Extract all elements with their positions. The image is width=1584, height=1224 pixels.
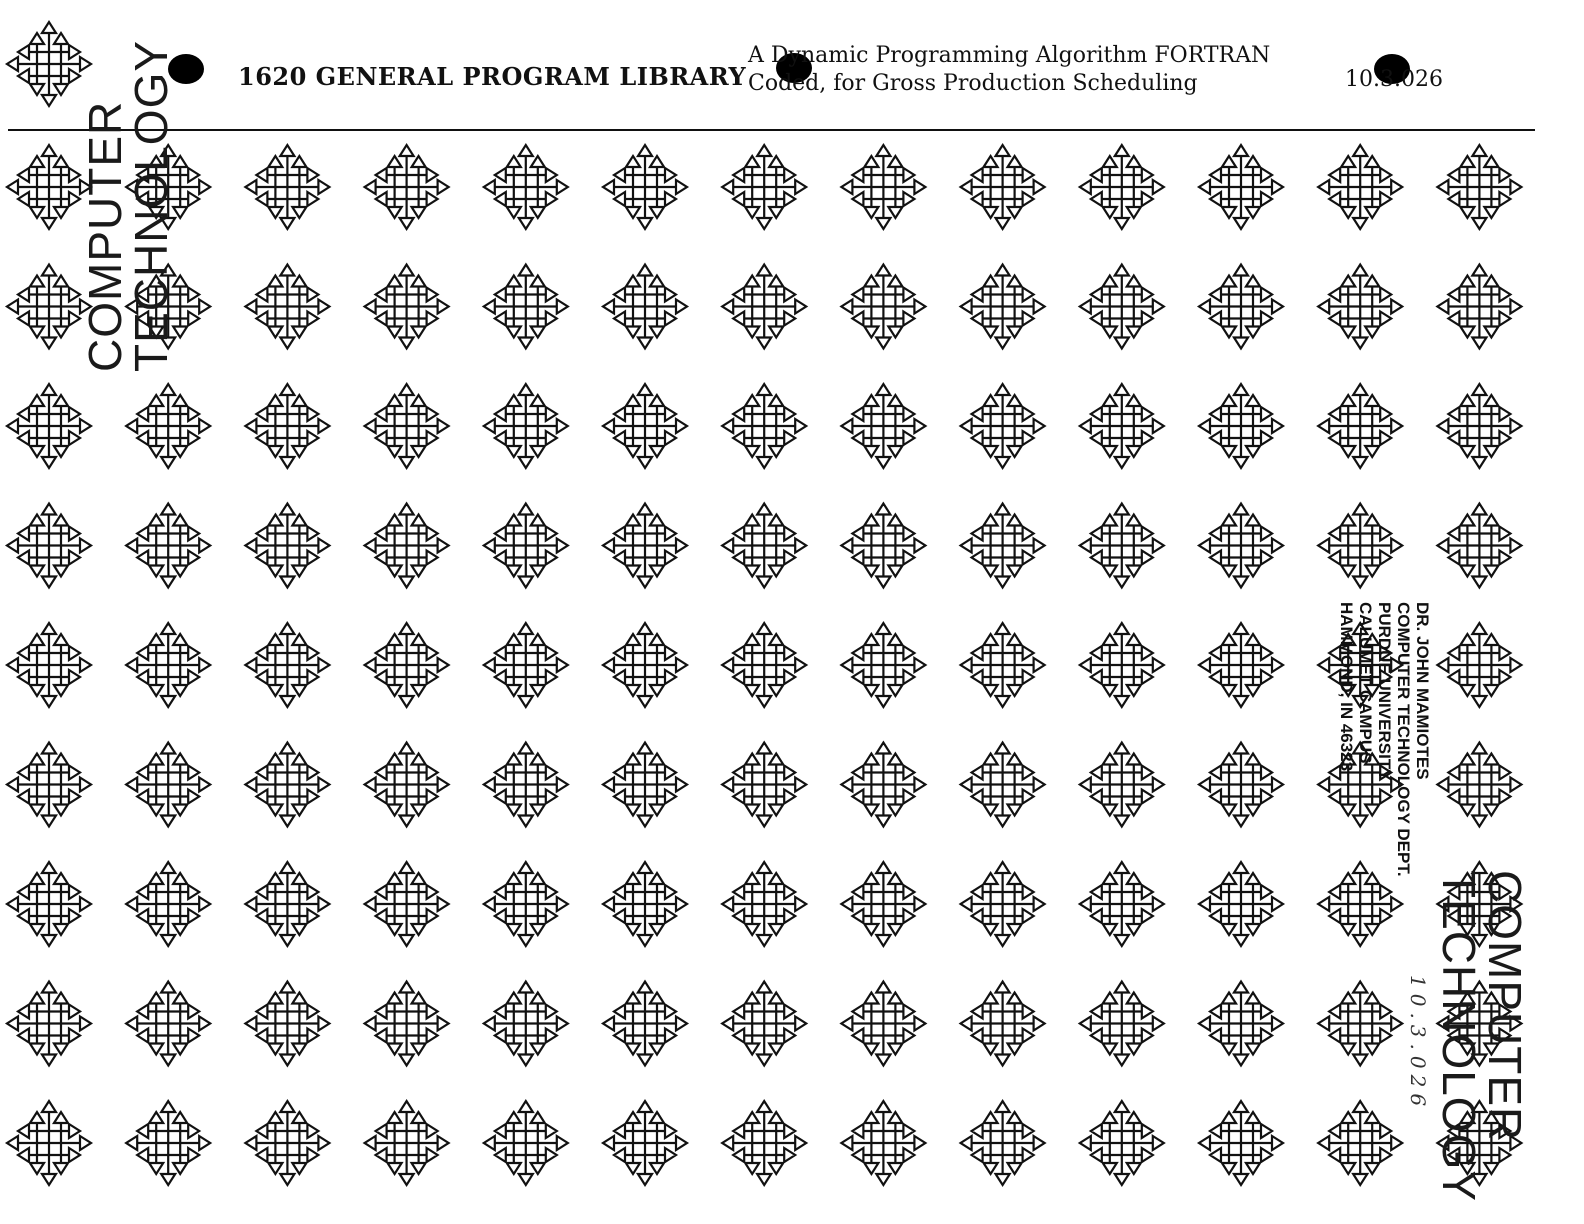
arrow-motif-icon xyxy=(1318,504,1402,588)
arrow-motif-icon xyxy=(1199,982,1283,1066)
arrow-motif-icon xyxy=(1199,1101,1283,1185)
arrow-motif-icon xyxy=(245,862,329,946)
arrow-motif-icon xyxy=(365,265,449,349)
arrow-motif-icon xyxy=(961,504,1045,588)
arrow-motif-icon xyxy=(1080,384,1164,468)
address-line: CALUMET CAMPUS xyxy=(1356,602,1375,764)
arrow-motif-icon xyxy=(484,384,568,468)
arrow-motif-icon xyxy=(484,265,568,349)
arrow-motif-icon xyxy=(1199,504,1283,588)
arrow-motif-icon xyxy=(1080,862,1164,946)
arrow-motif-icon xyxy=(1199,265,1283,349)
arrow-motif-icon xyxy=(961,743,1045,827)
arrow-motif-icon xyxy=(841,504,925,588)
arrow-motif-icon xyxy=(722,384,806,468)
address-line: HAMMOND, IN 46323 xyxy=(1337,602,1356,772)
arrow-motif-icon xyxy=(484,504,568,588)
arrow-motif-icon xyxy=(484,623,568,707)
arrow-motif-icon xyxy=(722,504,806,588)
arrow-motif-icon xyxy=(365,1101,449,1185)
arrow-motif-icon xyxy=(245,145,329,229)
arrow-motif-icon xyxy=(365,743,449,827)
arrow-motif-icon xyxy=(961,145,1045,229)
arrow-motif-icon xyxy=(245,623,329,707)
handwritten-program-number: 10.3.026 xyxy=(1406,975,1430,1113)
program-title-line2: Coded, for Gross Production Scheduling xyxy=(748,71,1198,96)
arrow-motif-icon xyxy=(841,623,925,707)
arrow-motif-icon xyxy=(126,1101,210,1185)
stamp-line: TECHNOLOGY xyxy=(1433,870,1485,1203)
arrow-motif-icon xyxy=(722,1101,806,1185)
arrow-motif-icon xyxy=(1318,265,1402,349)
arrow-motif-icon xyxy=(365,623,449,707)
arrow-motif-icon xyxy=(1199,743,1283,827)
arrow-motif-icon xyxy=(1318,1101,1402,1185)
header-rule xyxy=(8,129,1535,131)
computer-technology-stamp-right xyxy=(1433,870,1531,1203)
arrow-motif-icon xyxy=(841,1101,925,1185)
arrow-motif-icon xyxy=(961,623,1045,707)
arrow-motif-icon xyxy=(1080,623,1164,707)
arrow-motif-icon xyxy=(126,504,210,588)
arrow-motif-icon xyxy=(365,145,449,229)
arrow-motif-icon xyxy=(245,982,329,1066)
arrow-motif-icon xyxy=(1080,743,1164,827)
arrow-motif-icon xyxy=(1080,982,1164,1066)
arrow-motif-icon xyxy=(1199,862,1283,946)
arrow-motif-icon xyxy=(1199,384,1283,468)
program-title xyxy=(748,42,1328,98)
arrow-motif-icon xyxy=(1318,384,1402,468)
arrow-motif-icon xyxy=(245,504,329,588)
arrow-motif-icon xyxy=(365,862,449,946)
arrow-motif-icon xyxy=(603,265,687,349)
stamp-line: COMPUTER xyxy=(79,100,131,372)
arrow-motif-icon xyxy=(603,862,687,946)
arrow-motif-icon xyxy=(961,1101,1045,1185)
arrow-motif-icon xyxy=(841,384,925,468)
arrow-motif-icon xyxy=(484,982,568,1066)
arrow-motif-icon xyxy=(841,862,925,946)
arrow-motif-icon xyxy=(961,862,1045,946)
arrow-motif-icon xyxy=(1437,145,1521,229)
arrow-motif-icon xyxy=(484,1101,568,1185)
arrow-motif-icon xyxy=(1437,265,1521,349)
address-line: DR. JOHN MAMIOTES xyxy=(1413,602,1432,780)
arrow-motif-icon xyxy=(365,384,449,468)
arrow-motif-icon xyxy=(7,623,91,707)
arrow-motif-icon xyxy=(7,743,91,827)
arrow-motif-icon xyxy=(126,384,210,468)
arrow-motif-icon xyxy=(245,743,329,827)
computer-technology-stamp-left xyxy=(79,39,177,372)
arrow-motif-icon xyxy=(603,504,687,588)
arrow-motif-icon xyxy=(1437,623,1521,707)
arrow-motif-icon xyxy=(7,504,91,588)
arrow-motif-icon xyxy=(1437,743,1521,827)
arrow-motif-icon xyxy=(603,1101,687,1185)
arrow-motif-icon xyxy=(245,384,329,468)
arrow-motif-icon xyxy=(484,862,568,946)
arrow-motif-icon xyxy=(1080,145,1164,229)
address-stamp xyxy=(1337,602,1432,877)
arrow-motif-icon xyxy=(722,265,806,349)
stamp-line: TECHNOLOGY xyxy=(125,39,177,372)
arrow-motif-icon xyxy=(126,743,210,827)
arrow-motif-icon xyxy=(722,862,806,946)
arrow-motif-icon xyxy=(961,265,1045,349)
arrow-motif-icon xyxy=(7,982,91,1066)
arrow-motif-icon xyxy=(603,623,687,707)
arrow-motif-icon xyxy=(1080,504,1164,588)
arrow-motif-icon xyxy=(1437,384,1521,468)
program-number: 10.3.026 xyxy=(1345,67,1443,92)
address-line: COMPUTER TECHNOLOGY DEPT. xyxy=(1394,602,1413,877)
arrow-motif-icon xyxy=(841,982,925,1066)
arrow-motif-icon xyxy=(126,982,210,1066)
arrow-motif-icon xyxy=(841,743,925,827)
arrow-motif-icon xyxy=(603,384,687,468)
arrow-motif-icon xyxy=(1318,145,1402,229)
arrow-motif-icon xyxy=(1318,982,1402,1066)
arrow-motif-icon xyxy=(603,743,687,827)
arrow-motif-icon xyxy=(7,384,91,468)
arrow-motif-icon xyxy=(603,982,687,1066)
arrow-motif-icon xyxy=(126,623,210,707)
arrow-motif-icon xyxy=(722,743,806,827)
arrow-motif-icon xyxy=(961,982,1045,1066)
arrow-motif-icon xyxy=(7,862,91,946)
arrow-motif-icon xyxy=(7,22,91,106)
arrow-motif-icon xyxy=(7,1101,91,1185)
arrow-motif-icon xyxy=(961,384,1045,468)
arrow-motif-icon xyxy=(126,862,210,946)
arrow-motif-icon xyxy=(841,265,925,349)
arrow-motif-icon xyxy=(722,623,806,707)
arrow-motif-icon xyxy=(722,982,806,1066)
arrow-motif-icon xyxy=(1437,504,1521,588)
arrow-motif-icon xyxy=(1199,145,1283,229)
arrow-motif-icon xyxy=(245,1101,329,1185)
library-title: 1620 GENERAL PROGRAM LIBRARY xyxy=(238,62,747,91)
arrow-motif-icon xyxy=(365,982,449,1066)
arrow-motif-icon xyxy=(1080,265,1164,349)
arrow-motif-icon xyxy=(603,145,687,229)
arrow-motif-icon xyxy=(1080,1101,1164,1185)
arrow-motif-icon xyxy=(484,145,568,229)
arrow-motif-icon xyxy=(841,145,925,229)
arrow-motif-icon xyxy=(245,265,329,349)
arrow-motif-icon xyxy=(484,743,568,827)
arrow-motif-icon xyxy=(722,145,806,229)
arrow-motif-icon xyxy=(1199,623,1283,707)
arrow-motif-icon xyxy=(365,504,449,588)
address-line: PURDUE UNIVERSITY xyxy=(1375,602,1394,781)
stamp-line: COMPUTER xyxy=(1479,870,1531,1142)
program-title-line1: A Dynamic Programming Algorithm FORTRAN xyxy=(748,43,1271,68)
